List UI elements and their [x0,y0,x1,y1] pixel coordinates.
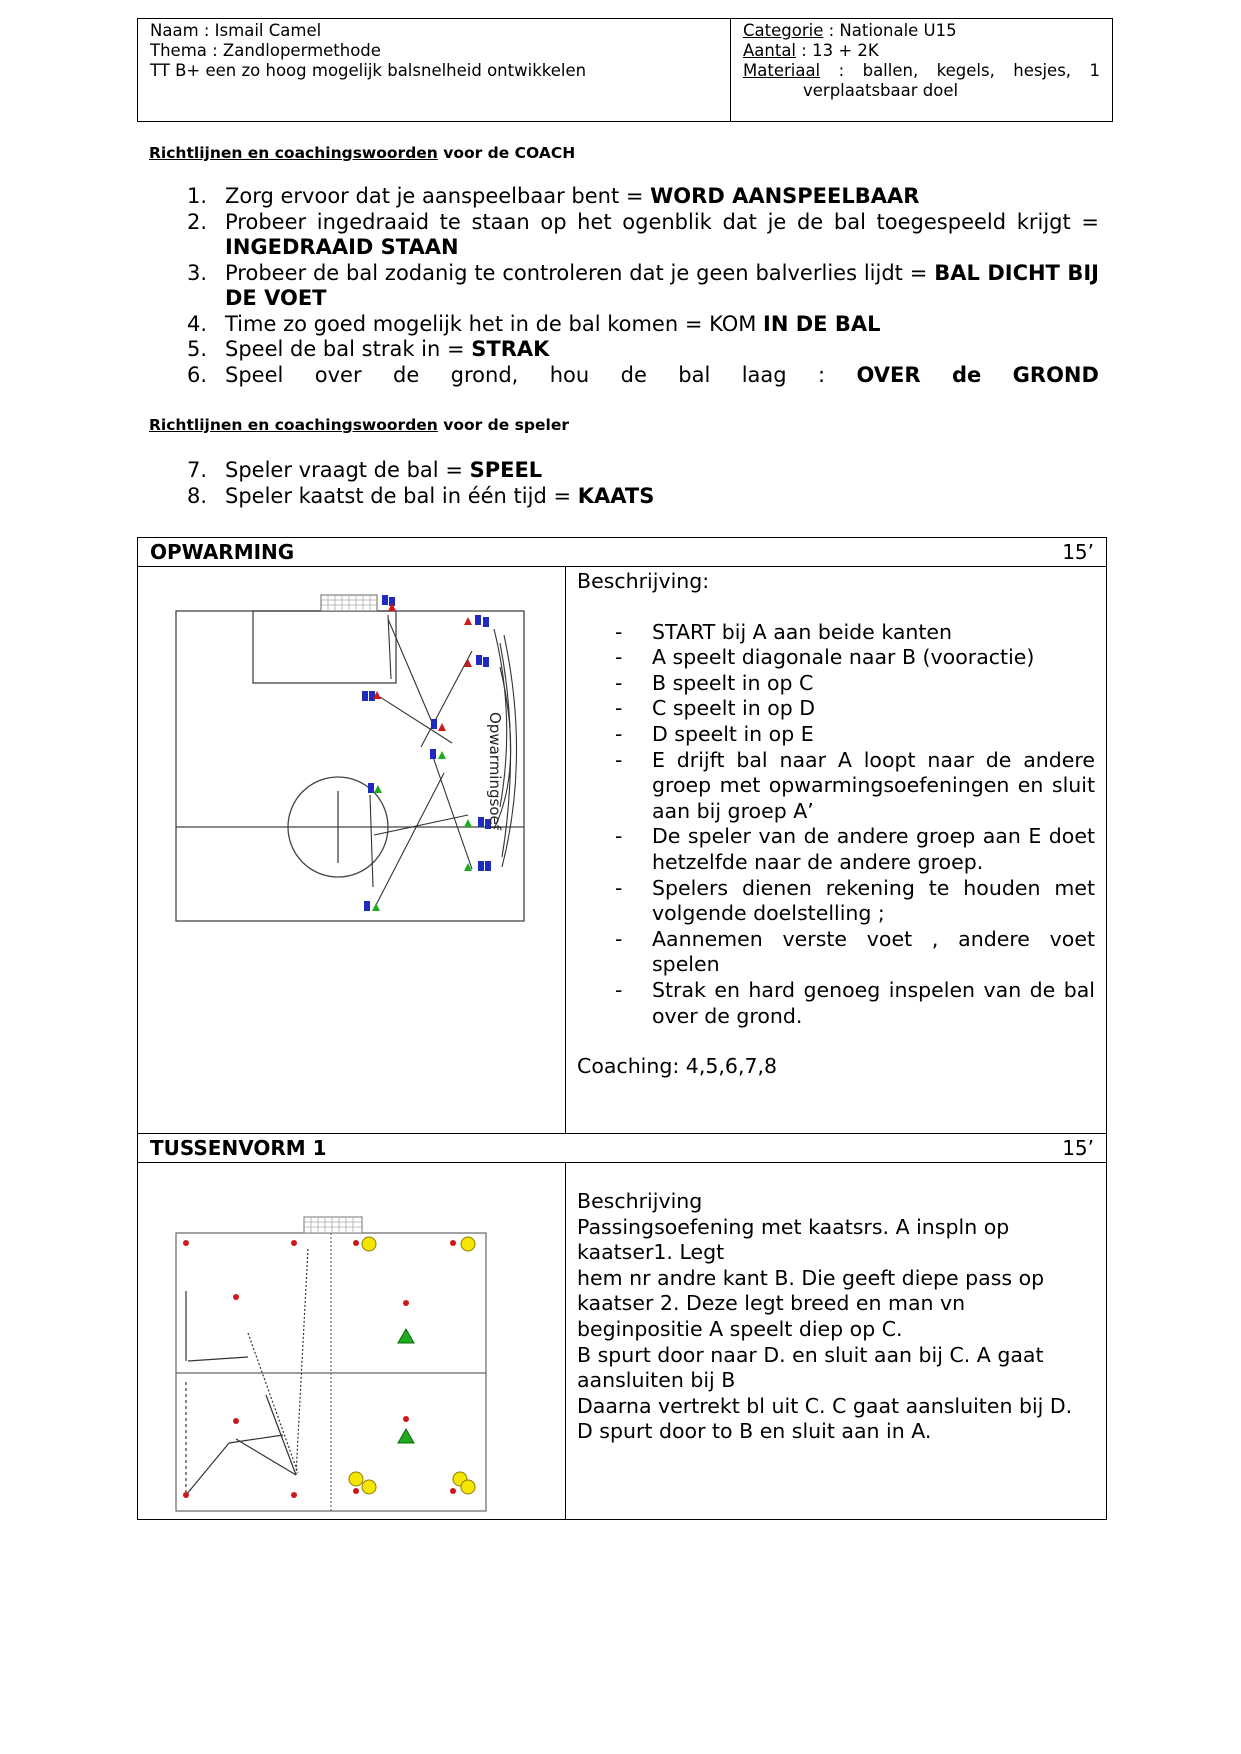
list-item: - E drijft bal naar A loopt naar de andere groep met opwarmingsoefeningen en sluit aan bij groep A’ [615,747,1095,823]
list-item: - D speelt in op E [615,721,814,746]
description-line: Daarna vertrekt bl uit C. C gaat aansluiten bij D. [577,1393,1073,1418]
coach-heading [149,144,575,162]
categorie-label: Categorie [743,21,824,40]
coach-heading-rest: voor de COACH [437,144,576,162]
coach-heading-underlined: Richtlijnen en coachingswoorden [149,144,438,162]
exercise-table [137,537,1107,1520]
description-line: D spurt door to B en sluit aan in A. [577,1419,932,1444]
player-heading-rest: voor de speler [437,416,569,434]
exercise-title-row [138,1134,1107,1163]
item-number: 4. [187,311,208,336]
item-word: Speel [225,362,284,387]
list-item: - Aannemen verste voet , andere voet spelen [615,926,1095,977]
item-text: Probeer de bal zodanig te controleren dat je geen balverlies lijdt = [225,260,935,285]
warmup-diagram [138,567,565,1129]
item-text: Speler kaatst de bal in één tijd = [225,483,578,508]
item-keyword: WORD AANSPEELBAAR [650,184,920,208]
item-number: 6. [187,362,208,387]
materiaal-label: Materiaal [743,61,821,80]
coaching-line: Coaching: 4,5,6,7,8 [577,1054,778,1079]
description-bullets [577,620,1095,1030]
item-word: laag [741,362,787,387]
item-keyword: KAATS [577,483,655,508]
item-number: 2. [187,209,208,234]
penalty-box [253,611,396,683]
item-text: Zorg ervoor dat je aanspeelbaar bent = [225,184,651,208]
exercise-duration: 15’ [1062,1136,1094,1160]
exercise-description [566,1163,1107,1520]
item-number: 1. [187,184,208,208]
item-number: 7. [187,458,208,482]
materiaal-word: : [838,61,845,80]
item-keyword: GROND [1012,362,1099,387]
description-intro: Beschrijving: [577,569,710,593]
list-item [149,261,1099,312]
goal [304,1217,362,1233]
aantal-line [743,41,1100,61]
exercise-title: TUSSENVORM 1 [150,1136,327,1160]
exercise-title-cell [138,538,1107,567]
exercise-duration: 15’ [1062,540,1094,564]
description-line: B spurt door naar D. en sluit aan bij C. A gaat [577,1342,1044,1367]
list-item [149,458,1099,484]
materiaal-word: hesjes, [1013,61,1072,80]
item-keyword: IN DE BAL [763,311,881,336]
player-list [149,458,1099,509]
bullet-text: A speelt diagonale naar B (vooractie) [652,645,1035,670]
list-item: - De speler van de andere groep aan E doet hetzelfde naar de andere groep. [615,824,1095,874]
bullet-text: B speelt in op C [652,670,814,695]
exercise-diagram-cell [138,567,566,1134]
list-item: - A speelt diagonale naar B (vooractie) [615,645,1035,670]
bullet-text: De speler van de andere groep aan E doet hetzelfde naar de andere groep. [652,824,1095,874]
description-line: aansluiten bij B [577,1368,736,1393]
thema-line: Thema : Zandlopermethode [150,41,381,60]
header-left [138,19,731,121]
materiaal-line [743,61,1100,81]
diagram-label: Opwarmingsoef [486,712,504,831]
player-heading [149,416,569,434]
list-item [149,210,1099,261]
pass-arrows [186,1249,308,1495]
list-item [149,337,1099,363]
list-item [149,312,1099,338]
item-keyword: STRAK [471,337,550,361]
cones-and-balls [183,1237,475,1498]
bullet-text: Spelers dienen rekening te houden met volgende doelstelling ; [652,875,1095,926]
exercise-body-row [138,567,1107,1134]
materiaal-word: kegels, [936,61,995,80]
exercise-body-row [138,1163,1107,1520]
item-word: de [393,362,420,387]
description-line: beginpositie A speelt diep op C. [577,1316,903,1341]
item-word: grond, [450,362,519,387]
goal [321,595,377,611]
item-text: Time zo goed mogelijk het in de bal komen = KOM [225,311,764,336]
tt-line: TT B+ een zo hoog mogelijk balsnelheid ontwikkelen [150,61,587,80]
item-word: bal [678,362,711,387]
exercise-title-row [138,538,1107,567]
item-word: : [818,362,826,387]
bullet-text: D speelt in op E [652,721,814,746]
pitch-outline [176,611,524,921]
item-keyword: OVER [856,362,921,387]
item-keyword: BAL DICHT BIJ DE VOET [225,260,1099,310]
player-heading-underlined: Richtlijnen en coachingswoorden [149,416,438,434]
header-right [731,19,1112,121]
list-item: - B speelt in op C [615,670,814,695]
list-item: - Strak en hard genoeg inspelen van de bal over de grond. [615,977,1095,1028]
aantal-label: Aantal [743,41,797,60]
list-item [149,184,1099,210]
item-number: 3. [187,260,208,285]
item-text-spread [225,363,1099,389]
list-item: - Spelers dienen rekening te houden met volgende doelstelling ; [615,875,1095,926]
naam-line: Naam : Ismail Camel [150,21,322,40]
description-line: Beschrijving [577,1189,703,1213]
bullet-text: START bij A aan beide kanten [652,619,953,644]
item-keyword: INGEDRAAID STAAN [225,235,459,259]
list-item [149,484,1099,510]
categorie-value: : Nationale U15 [823,21,957,40]
aantal-value: : 13 + 2K [796,41,879,60]
materiaal-word: 1 [1089,61,1100,80]
list-item [149,363,1099,389]
exercise-title-cell [138,1134,1107,1163]
materiaal-line-2: verplaatsbaar doel [803,81,959,100]
description-line: hem nr andre kant B. Die geeft diepe pass op [577,1265,1045,1290]
bullet-text: C speelt in op D [652,696,816,721]
exercise-diagram-cell [138,1163,566,1520]
item-text: Probeer ingedraaid te staan op het ogenblik dat je de bal toegespeeld krijgt = [225,209,1099,234]
exercise-title: OPWARMING [150,540,295,564]
materiaal-word: ballen, [862,61,919,80]
item-text: Speler vraagt de bal = [225,458,470,482]
coach-list [149,184,1099,388]
bullet-text: Aannemen verste voet , andere voet spelen [652,926,1095,977]
passing-diagram [138,1163,565,1515]
bullet-text: Strak en hard genoeg inspelen van de bal over de grond. [652,977,1095,1028]
exercise-description [566,567,1107,1134]
description-line: kaatser1. Legt [577,1240,725,1265]
list-item: - START bij A aan beide kanten [615,619,953,644]
description-line: kaatser 2. Deze legt breed en man vn [577,1291,966,1316]
item-text: Speel de bal strak in = [225,337,472,361]
description-line: Passingsoefening met kaatsrs. A inspln op [577,1214,1010,1239]
bullet-text: E drijft bal naar A loopt naar de andere groep met opwarmingsoefeningen en sluit aan bij groep A’ [652,747,1095,823]
item-word: hou [549,362,590,387]
item-word: over [314,362,362,387]
categorie-line [743,21,1100,41]
list-item: - C speelt in op D [615,696,816,721]
item-number: 5. [187,337,208,361]
item-keyword: de [951,362,982,387]
item-number: 8. [187,483,208,508]
item-word: de [620,362,647,387]
players-and-cones [362,595,491,911]
header-box [137,18,1113,122]
item-keyword: SPEEL [469,458,543,482]
